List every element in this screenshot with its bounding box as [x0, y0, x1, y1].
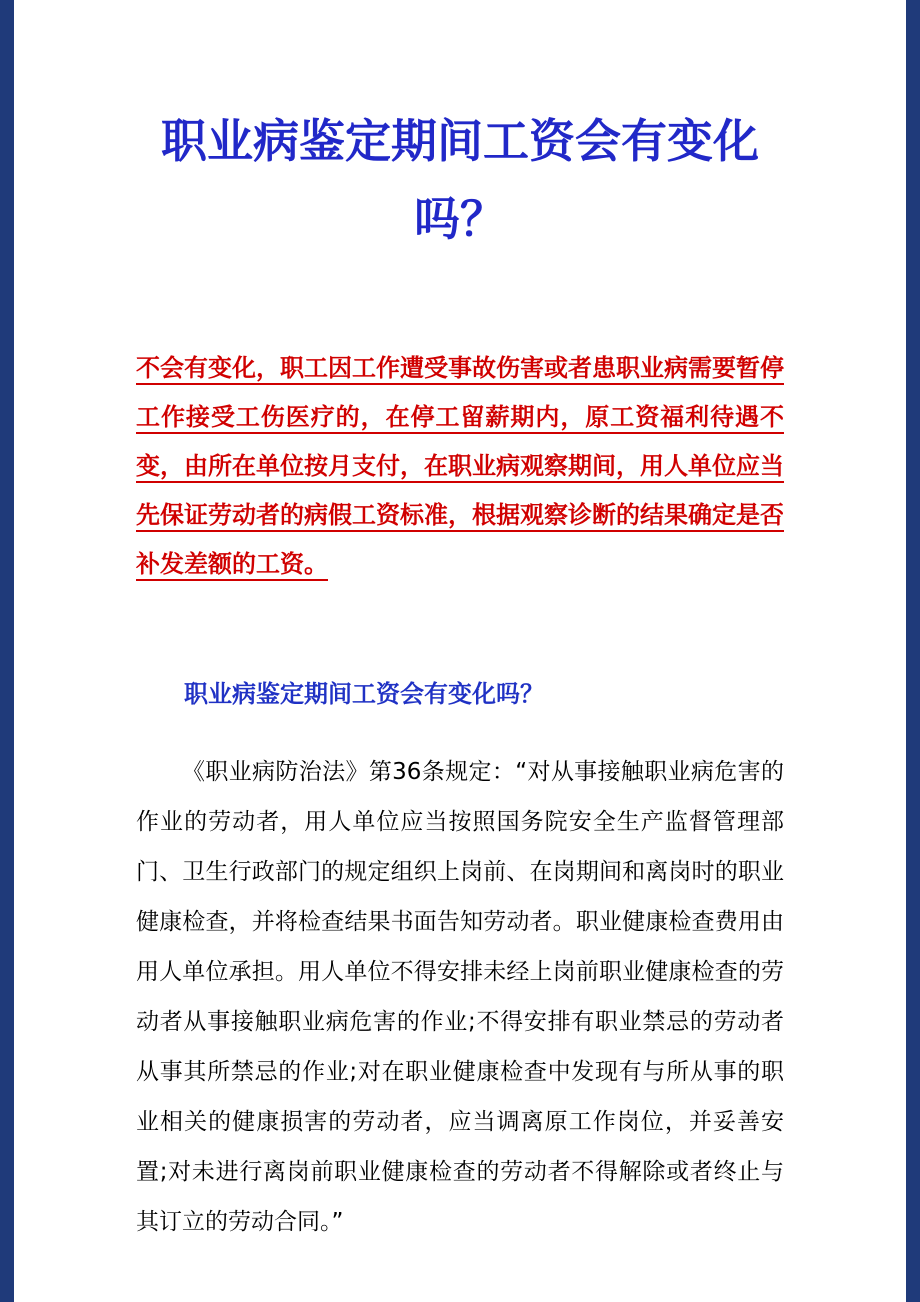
document-content — [0, 102, 920, 1247]
highlight-paragraph: 不会有变化，职工因工作遭受事故伤害或者患职业病需要暂停工作接受工伤医疗的，在停工留薪期内，原工资福利待遇不变，由所在单位按月支付，在职业病观察期间，用人单位应当先保证劳动者的病假工资标准，根据观察诊断的结果确定是否补发差额的工资。 — [136, 354, 784, 578]
document-title: 职业病鉴定期间工资会有变化吗？ — [161, 114, 759, 246]
section-heading: 职业病鉴定期间工资会有变化吗？ — [184, 680, 544, 708]
body-paragraph: 《职业病防治法》第36条规定：“对从事接触职业病危害的作业的劳动者，用人单位应当按照国务院安全生产监督管理部门、卫生行政部门的规定组织上岗前、在岗期间和离岗时的职业健康检查，并将检查结果书面告知劳动者。职业健康检查费用由用人单位承担。用人单位不得安排未经上岗前职业健康检查的劳动者从事接触职业病危害的作业;不得安排有职业禁忌的劳动者从事其所禁忌的作业;对在职业健康检查中发现有与所从事的职业相关的健康损害的劳动者，应当调离原工作岗位，并妥善安置;对未进行离岗前职业健康检查的劳动者不得解除或者终止与其订立的劳动合同。” — [136, 759, 784, 1235]
